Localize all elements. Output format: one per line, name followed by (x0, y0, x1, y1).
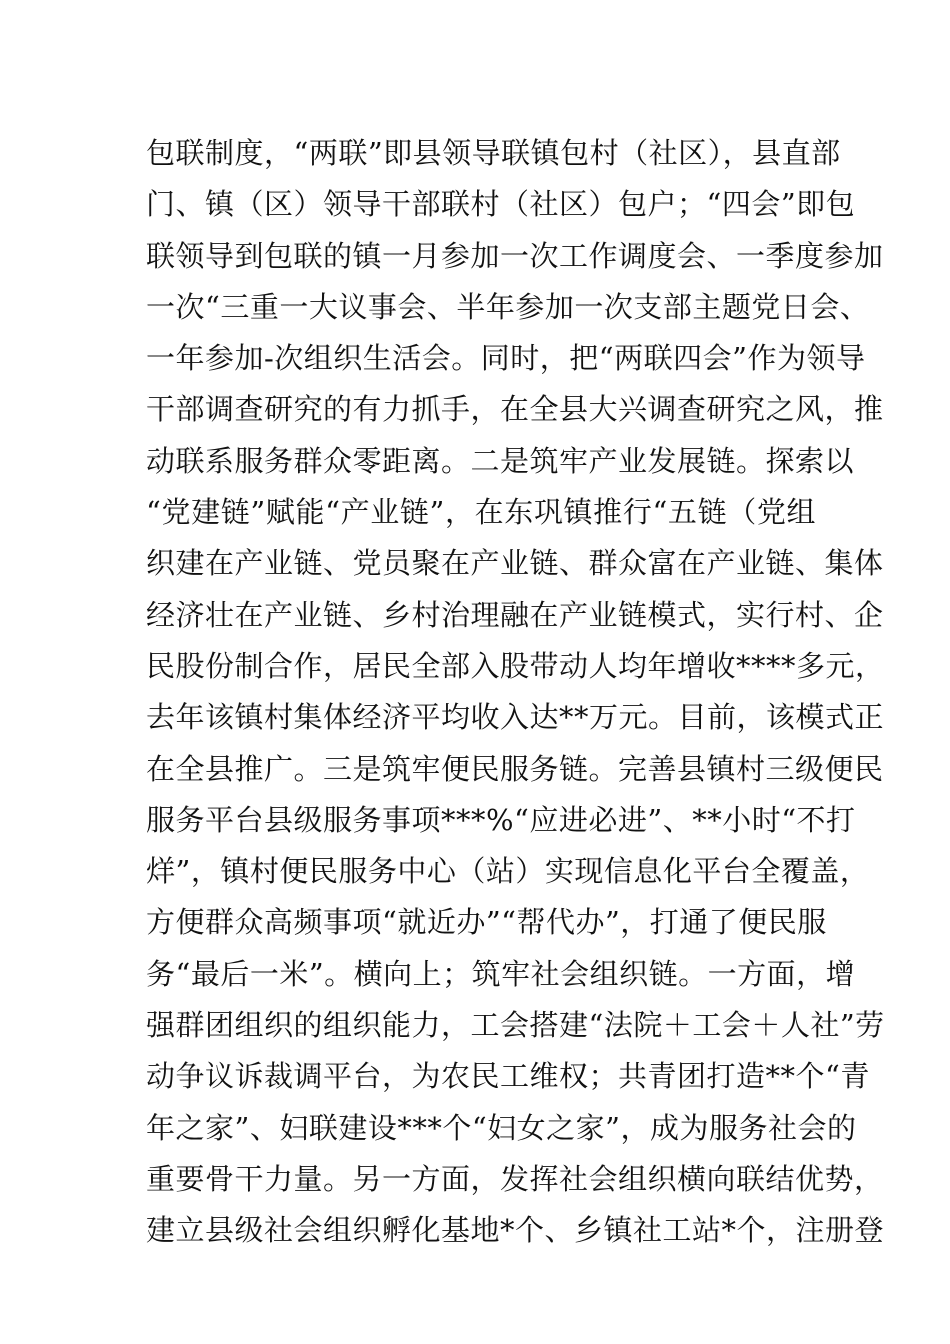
text-line-7: 动联系服务群众零距离。二是筑牢产业发展链。探索以 (146, 443, 855, 478)
text-line-3: 联领导到包联的镇一月参加一次工作调度会、一季度参加 (146, 238, 884, 273)
text-line-2: 门、镇（区）领导干部联村（社区）包户；“四会”即包 (146, 187, 856, 222)
text-line-11: 民股份制合作，居民全部入股带动人均年增收****多元， (146, 648, 885, 683)
text-line-4: 一次“三重一大议事会、半年参加一次支部主题党日会、 (146, 289, 870, 324)
text-line-16: 方便群众高频事项“就近办”“帮代办”，打通了便民服 (146, 905, 827, 940)
text-line-9: 织建在产业链、党员聚在产业链、群众富在产业链、集体 (146, 546, 884, 581)
text-line-13: 在全县推广。三是筑牢便民服务链。完善县镇村三级便民 (146, 751, 884, 786)
text-line-18: 强群团组织的组织能力，工会搭建“法院＋工会＋人社”劳 (146, 1008, 885, 1043)
text-line-1: 包联制度，“两联”即县领导联镇包村（社区），县直部 (146, 136, 841, 170)
text-line-12: 去年该镇村集体经济平均收入达**万元。目前，该模式正 (146, 700, 885, 735)
text-line-8: “党建链”赋能“产业链”，在东巩镇推行“五链（党组 (146, 495, 816, 530)
text-line-17: 务“最后一米”。横向上；筑牢社会组织链。一方面，增 (146, 956, 856, 991)
body-text (146, 128, 885, 1257)
text-line-10: 经济壮在产业链、乡村治理融在产业链模式，实行村、企 (146, 597, 884, 632)
text-line-22: 建立县级社会组织孵化基地*个、乡镇社工站*个，注册登 (146, 1213, 885, 1248)
text-line-20: 年之家”、妇联建设***个“妇女之家”，成为服务社会的 (146, 1110, 857, 1145)
text-line-5: 一年参加-次组织生活会。同时，把“两联四会”作为领导 (146, 341, 866, 376)
text-line-19: 动争议诉裁调平台，为农民工维权；共青团打造**个“青 (146, 1059, 870, 1094)
text-line-21: 重要骨干力量。另一方面，发挥社会组织横向联结优势， (146, 1161, 884, 1196)
text-line-14: 服务平台县级服务事项***%“应进必进”、**小时“不打 (146, 802, 856, 837)
text-line-15: 烊”，镇村便民服务中心（站）实现信息化平台全覆盖， (146, 854, 870, 889)
text-line-6: 干部调查研究的有力抓手，在全县大兴调查研究之风，推 (146, 392, 884, 427)
